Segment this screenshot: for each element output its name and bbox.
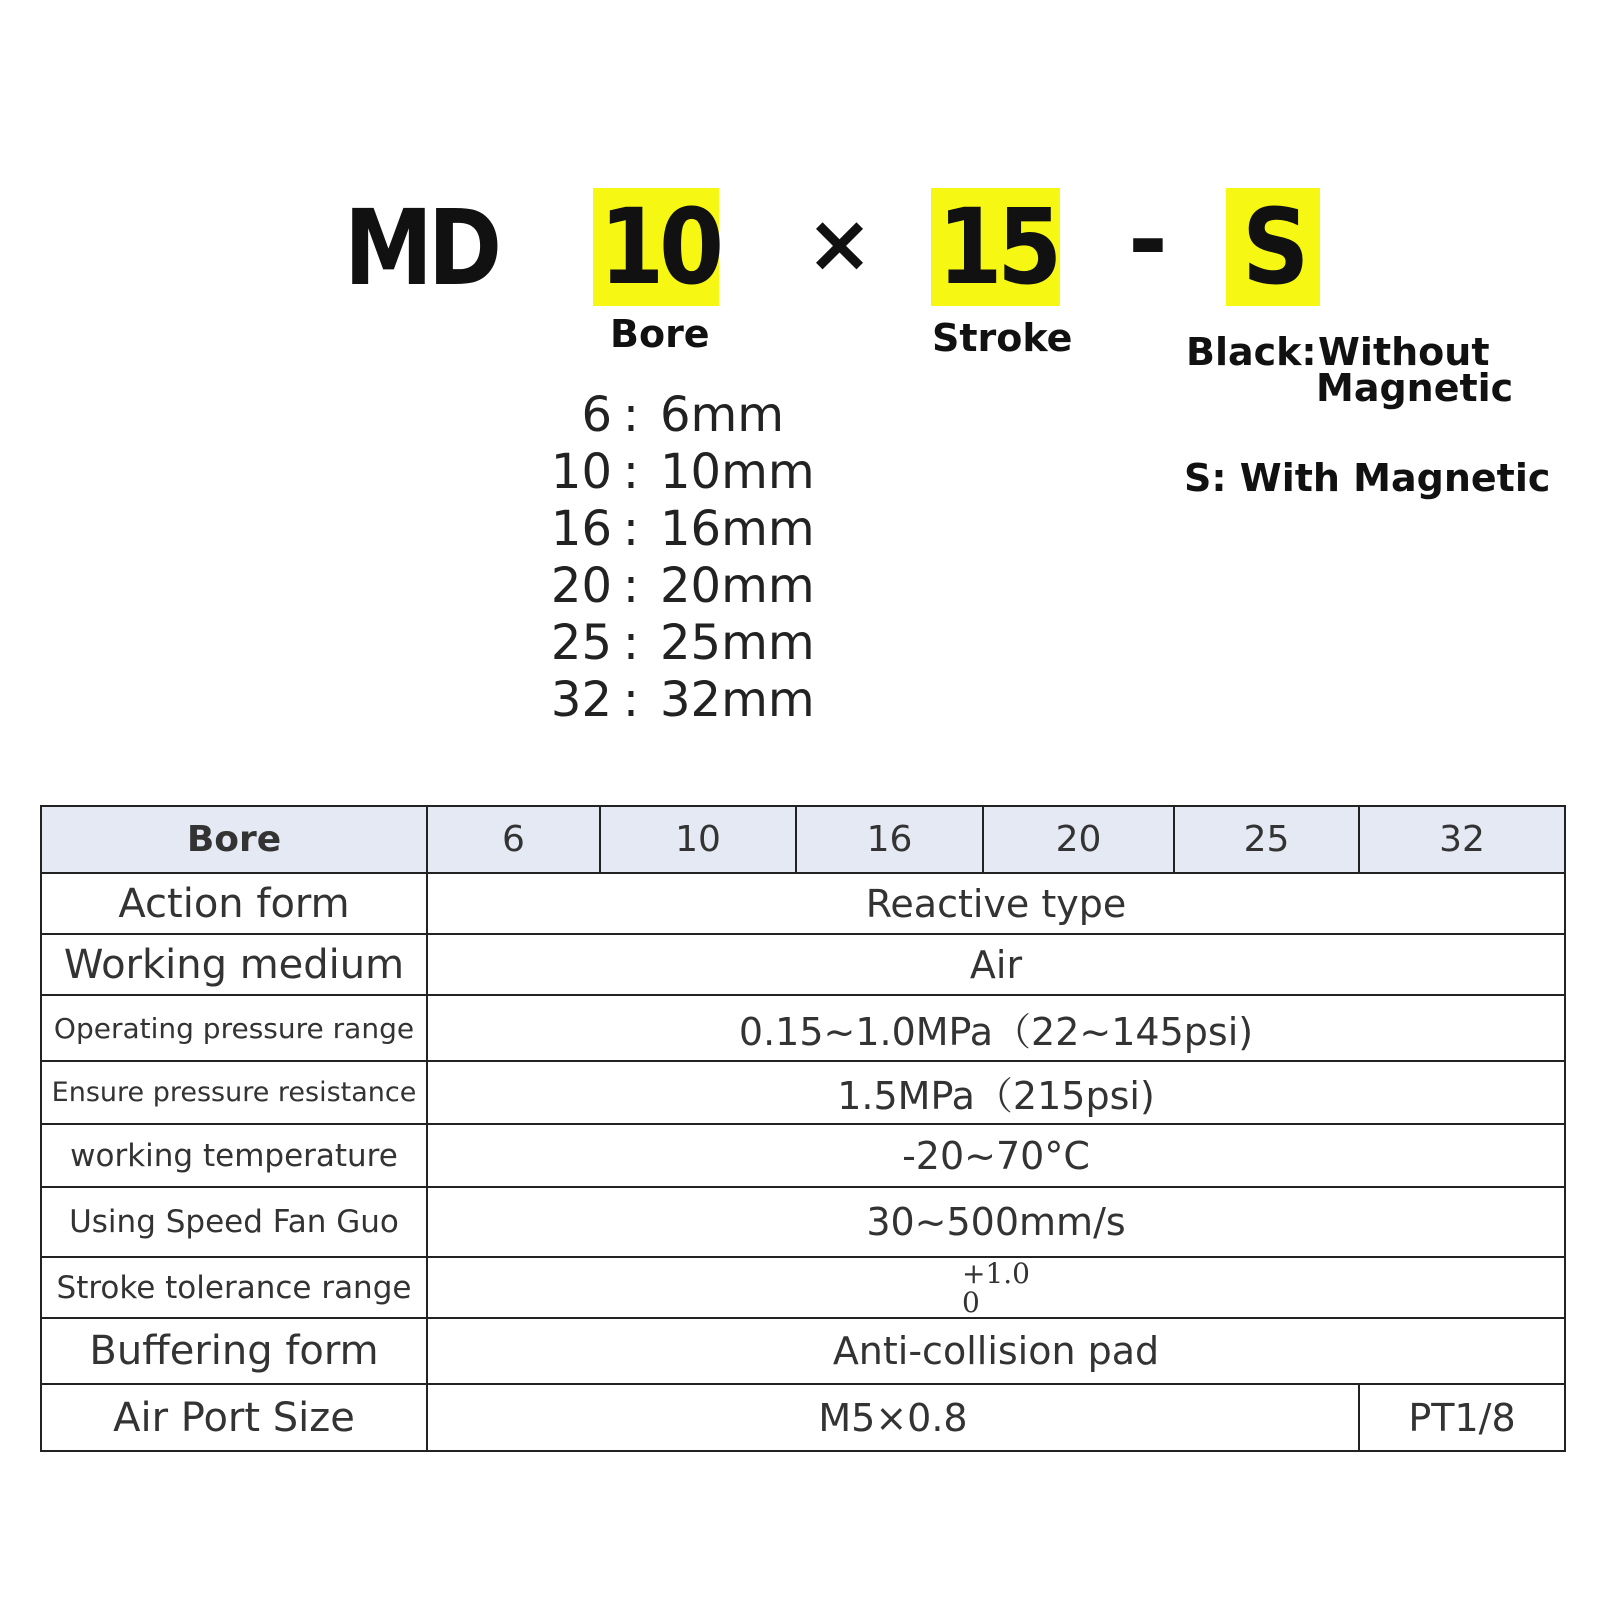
bore-option xyxy=(540,614,840,671)
row-value: M5×0.8 xyxy=(427,1384,1359,1451)
stroke-code-highlight xyxy=(931,188,1060,306)
table-row xyxy=(41,1257,1565,1318)
header-bore-value: 6 xyxy=(427,806,600,873)
suffix-code: S xyxy=(1241,186,1305,308)
black-label: Black: xyxy=(1186,330,1317,374)
stroke-tolerance xyxy=(962,1259,1030,1317)
bore-option-key: 6 xyxy=(581,386,612,443)
bore-option xyxy=(540,386,840,443)
stroke-code: 15 xyxy=(937,186,1057,308)
table-row xyxy=(41,1384,1565,1451)
bore-option-key: 20 xyxy=(550,557,612,614)
times-sign: × xyxy=(806,197,874,290)
bore-option-key: 25 xyxy=(550,614,612,671)
row-value: -20~70°C xyxy=(427,1124,1565,1187)
black-desc-line1: Without xyxy=(1318,330,1490,374)
bore-code-highlight xyxy=(593,188,719,306)
header-bore-value: 10 xyxy=(600,806,796,873)
bore-option-sep: : xyxy=(622,443,640,500)
bore-option xyxy=(540,671,840,728)
bore-code: 10 xyxy=(599,186,719,308)
bore-option-sep: : xyxy=(622,500,640,557)
row-value: 0.15~1.0MPa（22~145psi) xyxy=(427,995,1565,1061)
bore-option-value: 6mm xyxy=(660,386,785,443)
table-row xyxy=(41,1187,1565,1257)
row-value: Air xyxy=(427,934,1565,995)
row-label: Working medium xyxy=(41,934,427,995)
bore-option-sep: : xyxy=(622,671,640,728)
dash-sign: - xyxy=(1128,184,1168,296)
row-value: Reactive type xyxy=(427,873,1565,934)
series-code: MD xyxy=(344,187,497,309)
table-row xyxy=(41,1318,1565,1384)
bore-option-sep: : xyxy=(622,557,640,614)
header-bore-label: Bore xyxy=(41,806,427,873)
table-row xyxy=(41,1124,1565,1187)
row-value: Anti-collision pad xyxy=(427,1318,1565,1384)
table-header-row xyxy=(41,806,1565,873)
bore-option-value: 25mm xyxy=(660,614,815,671)
table-row xyxy=(41,873,1565,934)
bore-option-sep: : xyxy=(622,386,640,443)
row-label: Using Speed Fan Guo xyxy=(41,1187,427,1257)
row-label: Action form xyxy=(41,873,427,934)
tolerance-lower: 0 xyxy=(962,1285,980,1318)
header-bore-value: 20 xyxy=(983,806,1174,873)
black-desc-line2: Magnetic xyxy=(1316,366,1514,410)
row-label: Operating pressure range xyxy=(41,995,427,1061)
row-value: 1.5MPa（215psi) xyxy=(427,1061,1565,1124)
bore-option-sep: : xyxy=(622,614,640,671)
spec-table xyxy=(40,805,1566,1452)
row-label: Stroke tolerance range xyxy=(41,1257,427,1318)
row-label: Air Port Size xyxy=(41,1384,427,1451)
row-value xyxy=(427,1257,1565,1318)
row-label: Buffering form xyxy=(41,1318,427,1384)
table-row xyxy=(41,934,1565,995)
table-row xyxy=(41,995,1565,1061)
stroke-caption: Stroke xyxy=(932,316,1073,360)
bore-caption: Bore xyxy=(610,312,710,356)
tolerance-upper: +1.0 xyxy=(962,1257,1030,1290)
bore-option xyxy=(540,500,840,557)
bore-option-value: 16mm xyxy=(660,500,815,557)
bore-option-value: 10mm xyxy=(660,443,815,500)
bore-option-value: 32mm xyxy=(660,671,815,728)
bore-option-value: 20mm xyxy=(660,557,815,614)
bore-option-key: 10 xyxy=(550,443,612,500)
bore-option-key: 32 xyxy=(550,671,612,728)
suffix-code-highlight xyxy=(1226,188,1320,306)
row-value-last: PT1/8 xyxy=(1359,1384,1565,1451)
row-label: working temperature xyxy=(41,1124,427,1187)
bore-option xyxy=(540,557,840,614)
header-bore-value: 16 xyxy=(796,806,983,873)
row-label: Ensure pressure resistance xyxy=(41,1061,427,1124)
table-row xyxy=(41,1061,1565,1124)
s-desc: S: With Magnetic xyxy=(1184,456,1551,500)
row-value: 30~500mm/s xyxy=(427,1187,1565,1257)
header-bore-value: 25 xyxy=(1174,806,1359,873)
bore-options-list xyxy=(540,386,840,728)
header-bore-value: 32 xyxy=(1359,806,1565,873)
bore-option-key: 16 xyxy=(550,500,612,557)
bore-option xyxy=(540,443,840,500)
